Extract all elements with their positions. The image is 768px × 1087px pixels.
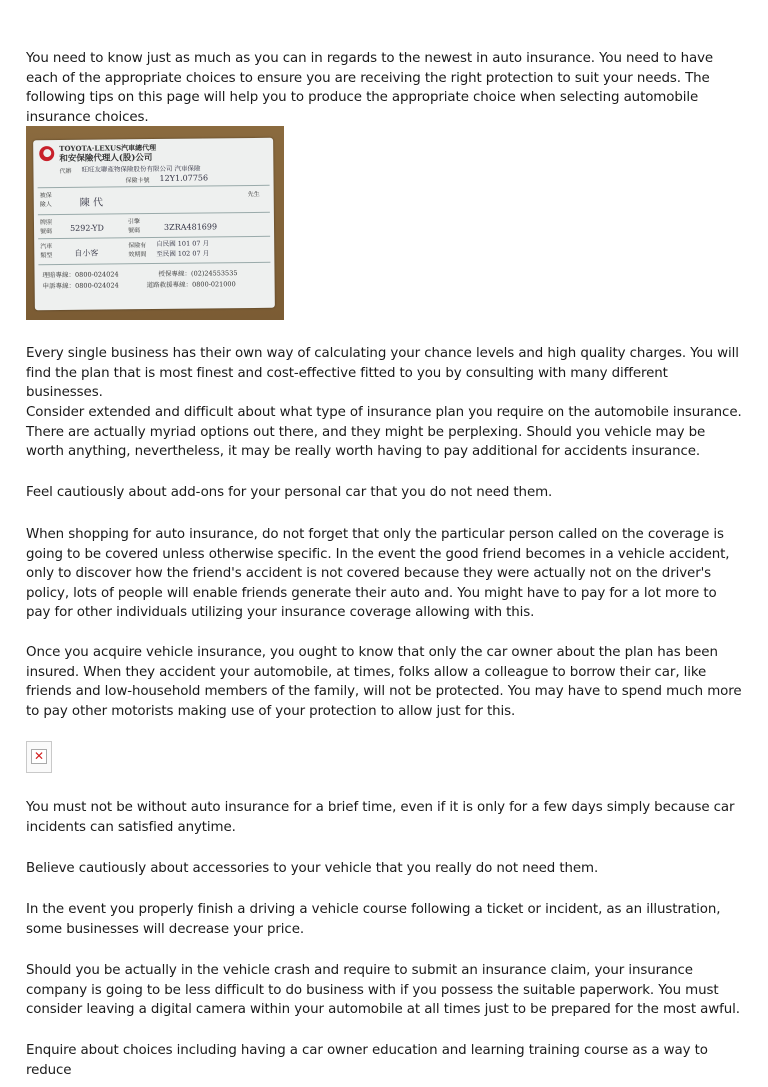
broken-image-placeholder — [26, 741, 52, 773]
type-label: 汽車類型 — [40, 243, 53, 260]
divider — [38, 262, 270, 265]
card-no: 12Y1.07756 — [159, 173, 209, 183]
paragraph: Should you be actually in the vehicle crash and require to submit an insurance claim, your insurance company is going to be less difficult to do business with if you possess the suitable paperwork. You must consider leaving a digital camera within your automobile at all times just to be prepared for the most awful. — [26, 963, 740, 1018]
engine-label: 引擎號碼 — [127, 218, 141, 235]
title-suffix: 先生 — [247, 190, 260, 199]
agent-label: 代辦 — [59, 167, 72, 175]
plate-label: 牌照號碼 — [39, 219, 53, 236]
broken-image-icon: ✕ — [31, 749, 47, 764]
paragraph: Once you acquire vehicle insurance, you ought to know that only the car owner about the plan has been insured. When they accident your automobile, at times, folks allow a colleague to borrow their car, like friends and low-household members of the family, will not be protected. You may have to spend much more to pay other motorists making use of your protection to allow just for this. — [26, 645, 742, 719]
insurance-card — [33, 138, 275, 311]
paragraph: Feel cautiously about add-ons for your personal car that you do not need them. — [26, 485, 553, 500]
insurance-card-photo — [26, 126, 284, 320]
appeal-line: 申訴專線：0800-024024 — [42, 281, 119, 291]
insured-label: 被保險人 — [39, 192, 52, 209]
insured-name: 陳 代 — [79, 197, 104, 209]
period-label: 保險有效期間 — [128, 242, 147, 259]
paragraph: Enquire about choices including having a car owner education and learning training course as a way to reduce — [26, 1043, 708, 1078]
divider — [38, 212, 270, 215]
paragraph: Believe cautiously about accessories to your vehicle that you really do not need them. — [26, 861, 599, 876]
card-header-line2: 和安保險代理人(股)公司 — [59, 153, 153, 164]
paragraph: Every single business has their own way of calculating your chance levels and high quality charges. You will find the plan that is most finest and cost-effective fitted to you by consulting with many different businesses. — [26, 346, 739, 401]
paragraph: Consider extended and difficult about what type of insurance plan you require on the automobile insurance. There are actually myriad options out there, and they might be perplexing. Should you vehicle may be worth anything, nevertheless, it may be really worth having to pay additional for accidents insurance. — [26, 405, 742, 460]
card-no-label: 保險卡號 — [125, 177, 150, 185]
paragraph: In the event you properly finish a driving a vehicle course following a ticket or incident, as an illustration, some businesses will decrease your price. — [26, 902, 721, 937]
rescue-line: 道路救援專線：0800-021000 — [146, 280, 236, 290]
period-to: 至民國 102 07 月 — [156, 249, 210, 258]
plate-number: 5292-YD — [69, 223, 104, 233]
card-header-line1: TOYOTA·LEXUS汽車總代理 — [59, 142, 157, 153]
engine-number: 3ZRA481699 — [163, 222, 218, 232]
agent-name: 旺旺友聯產物保險股份有限公司 汽車保險 — [81, 164, 201, 174]
toyota-logo — [39, 146, 54, 161]
paragraph: You need to know just as much as you can in regards to the newest in auto insurance. You need to have each of the appropriate choices to ensure you are receiving the right protection to suit your needs. The following tips on this page will help you to produce the appropriate choice when selecting automobile insurance choices. — [26, 51, 714, 125]
claims-line: 理賠專線：0800-024024 — [42, 270, 119, 280]
paragraph: You must not be without auto insurance for a brief time, even if it is only for a few days simply because car incidents can satisfied anytime. — [26, 800, 735, 835]
claims-right: 授保專線：(02)24553535 — [158, 269, 238, 278]
divider — [38, 236, 270, 239]
divider — [38, 185, 270, 188]
period-from: 自民國 101 07 月 — [156, 239, 210, 248]
vehicle-type: 自小客 — [74, 248, 99, 258]
paragraph: When shopping for auto insurance, do not forget that only the particular person called on the coverage is going to be covered unless otherwise specific. In the event the good friend becomes in a vehicle accident, only to discover how the friend's accident is not covered because they were actually not on the driver's policy, lots of people will enable friends generate their auto and. You might have to pay for a lot more to pay for other individuals utilizing your insurance coverage allowing with this. — [26, 527, 730, 621]
